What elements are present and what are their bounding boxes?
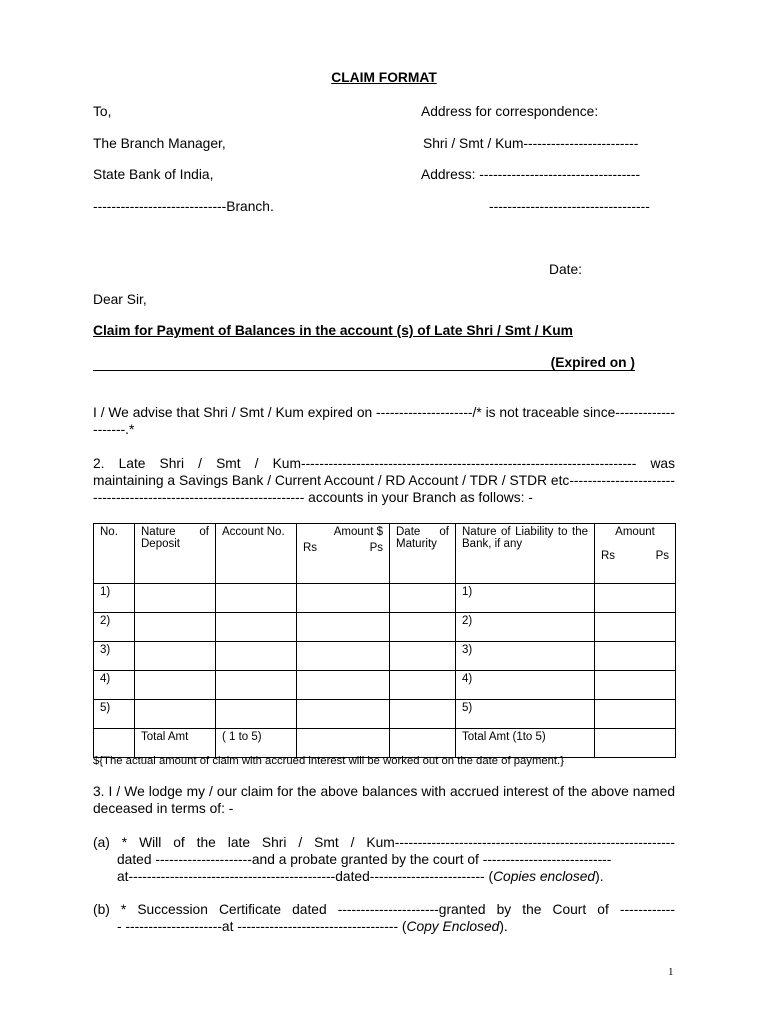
to-label: To, xyxy=(93,104,112,119)
cell-account xyxy=(216,642,297,671)
row-number-liability: 5) xyxy=(456,700,595,729)
row-number: 4) xyxy=(94,671,135,700)
item-a-line-1: (a) * Will of the late Shri / Smt / Kum------------------------------------------------------------- xyxy=(93,835,675,850)
header-ps: Ps xyxy=(369,542,383,554)
header-no: No. xyxy=(94,524,135,584)
cell-account xyxy=(216,700,297,729)
branch-manager-label: The Branch Manager, xyxy=(93,136,226,151)
date-label: Date: xyxy=(549,262,582,277)
cell-amount-2 xyxy=(595,700,676,729)
cell-account xyxy=(216,613,297,642)
page-number: 1 xyxy=(668,966,674,978)
salutation: Dear Sir, xyxy=(93,292,147,307)
table-row xyxy=(94,700,676,729)
cell-amount-2 xyxy=(595,584,676,613)
cell-empty xyxy=(390,729,456,758)
copy-enclosed: Copy Enclosed xyxy=(406,919,500,934)
address-line-2: ----------------------------------- xyxy=(489,199,650,214)
total-amt-2-label: Total Amt (1to 5) xyxy=(456,729,595,758)
cell-amount xyxy=(297,642,390,671)
header-nature-of-liability xyxy=(456,524,595,584)
cell-maturity xyxy=(390,642,456,671)
cell-amount xyxy=(297,613,390,642)
address-name-line: Shri / Smt / Kum------------------------- xyxy=(423,136,639,151)
subject-line-2 xyxy=(93,353,635,371)
row-number-liability: 3) xyxy=(456,642,595,671)
item-b-line-2-text: - ---------------------at ----------------------------------- ( xyxy=(117,919,407,934)
row-number: 1) xyxy=(94,584,135,613)
table-footnote: ${The actual amount of claim with accrued interest will be worked out on the date of payment.} xyxy=(93,755,564,767)
accounts-table xyxy=(93,523,676,758)
address-heading: Address for correspondence: xyxy=(421,104,599,119)
cell-nature xyxy=(135,671,216,700)
row-number: 3) xyxy=(94,642,135,671)
header-rs: Rs xyxy=(303,542,318,554)
cell-empty xyxy=(94,729,135,758)
cell-maturity xyxy=(390,671,456,700)
subject xyxy=(93,323,635,371)
cell-maturity xyxy=(390,584,456,613)
header-rs-2: Rs xyxy=(601,550,616,562)
cell-amount xyxy=(297,700,390,729)
cell-account xyxy=(216,671,297,700)
cell-amount-2 xyxy=(595,671,676,700)
item-a-line-2: dated ---------------------and a probate granted by the court of ---------------------------- xyxy=(117,852,612,867)
cell-nature xyxy=(135,584,216,613)
header-ps-2: Ps xyxy=(655,550,669,562)
table-total-row xyxy=(94,729,676,758)
table-header-row xyxy=(94,524,676,584)
cell-nature xyxy=(135,642,216,671)
header-nature-text: Nature of Deposit xyxy=(141,526,209,550)
table-row xyxy=(94,584,676,613)
cell-amount xyxy=(297,584,390,613)
cell-nature xyxy=(135,700,216,729)
total-amt-label: Total Amt xyxy=(135,729,216,758)
header-date-of-maturity xyxy=(390,524,456,584)
paragraph-2: 2. Late Shri / Smt / Kum------------------------------------------------------------------------- was maintaining a Savings Bank / Current Account / RD Account / TDR / STDR etc--------------------------------------------------------------------- accounts in your Branch as follows: - xyxy=(93,456,675,505)
header-amount2-text: Amount xyxy=(615,526,655,538)
expired-on-label: (Expired on ) xyxy=(550,355,635,370)
header-amount-2 xyxy=(595,524,676,584)
row-number: 5) xyxy=(94,700,135,729)
item-a-line-3 xyxy=(93,868,675,885)
cell-total-amount-2 xyxy=(595,729,676,758)
row-number-liability: 2) xyxy=(456,613,595,642)
cell-account xyxy=(216,584,297,613)
branch-line: -----------------------------Branch. xyxy=(93,199,274,214)
address-line-1: Address: ----------------------------------- xyxy=(421,167,641,182)
header-date-text: Date of Maturity xyxy=(396,526,449,550)
item-a-line-3-text: at---------------------------------------------dated------------------------- ( xyxy=(117,869,494,884)
paragraph-3: 3. I / We lodge my / our claim for the above balances with accrued interest of the above named deceased in terms of: - xyxy=(93,784,675,816)
item-b-line-1: (b) * Succession Certificate dated ----------------------granted by the Court of ------------ xyxy=(93,902,675,917)
header-account-no: Account No. xyxy=(216,524,297,584)
header-amount-text: Amount $ xyxy=(333,526,383,538)
row-number: 2) xyxy=(94,613,135,642)
table-row xyxy=(94,613,676,642)
cell-maturity xyxy=(390,613,456,642)
cell-total-amount xyxy=(297,729,390,758)
row-number-liability: 4) xyxy=(456,671,595,700)
cell-maturity xyxy=(390,700,456,729)
copies-enclosed: Copies enclosed xyxy=(493,869,596,884)
table-row xyxy=(94,642,676,671)
cell-amount-2 xyxy=(595,613,676,642)
header-liability-text: Nature of Liability to the Bank, if any xyxy=(462,526,588,550)
table-row xyxy=(94,671,676,700)
subject-line-1: Claim for Payment of Balances in the account (s) of Late Shri / Smt / Kum xyxy=(93,323,573,338)
form-title: CLAIM FORMAT xyxy=(331,70,437,85)
total-range-label: ( 1 to 5) xyxy=(216,729,297,758)
item-b-line-2 xyxy=(93,918,675,935)
cell-amount-2 xyxy=(595,642,676,671)
item-b-succession xyxy=(93,901,675,935)
header-nature-of-deposit xyxy=(135,524,216,584)
item-a-end: ). xyxy=(595,869,604,884)
item-a-will xyxy=(93,834,675,885)
header-amount xyxy=(297,524,390,584)
bank-name: State Bank of India, xyxy=(93,167,214,182)
cell-nature xyxy=(135,613,216,642)
cell-amount xyxy=(297,671,390,700)
item-b-end: ). xyxy=(499,919,508,934)
paragraph-1: I / We advise that Shri / Smt / Kum expired on ---------------------/* is not traceable since--------------------.* xyxy=(93,405,675,437)
row-number-liability: 1) xyxy=(456,584,595,613)
